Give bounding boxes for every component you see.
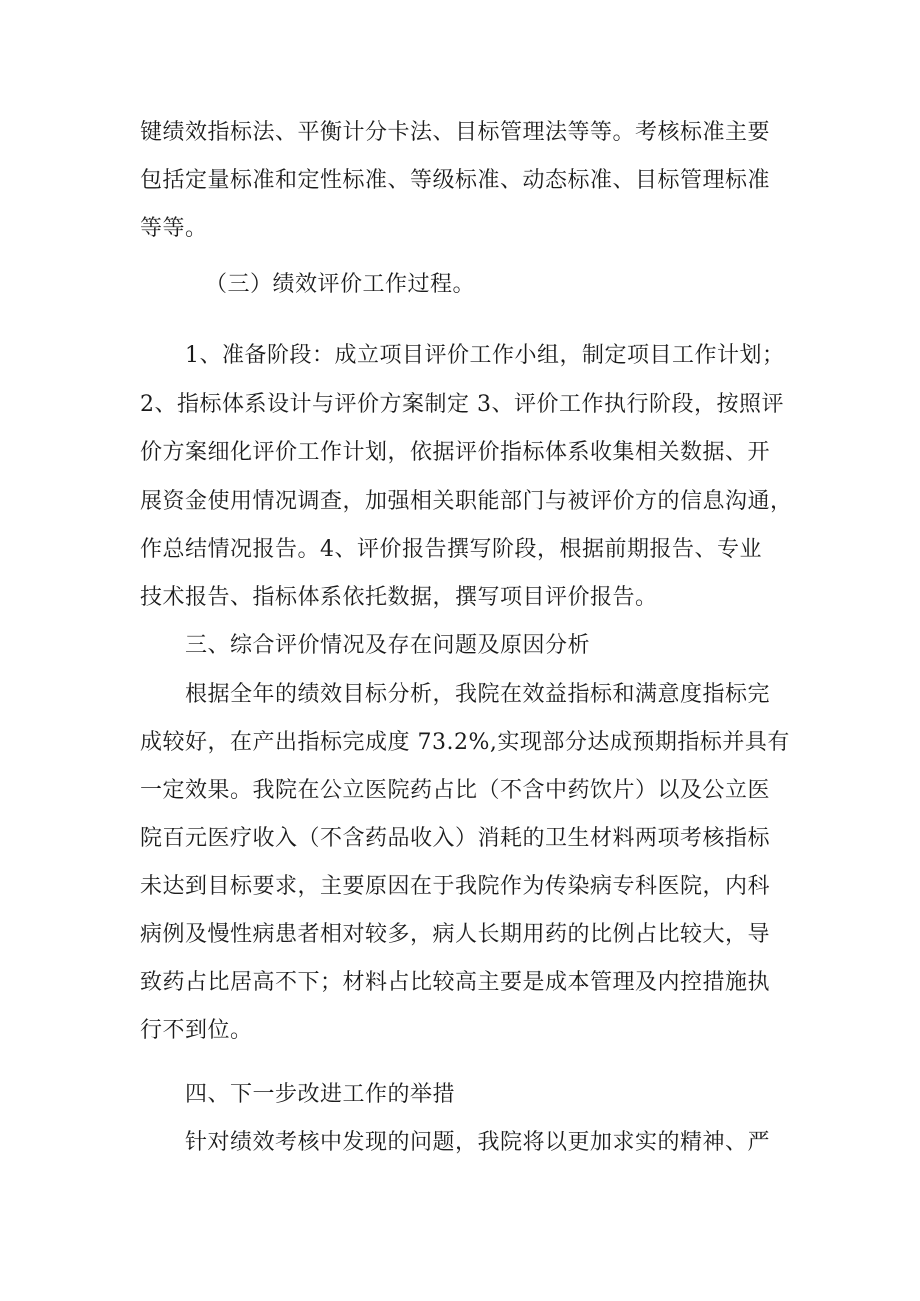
text-line: 键绩效指标法、平衡计分卡法、目标管理法等等。考核标准主要 bbox=[140, 120, 771, 145]
section-heading: 四、下一步改进工作的举措 bbox=[185, 1082, 456, 1107]
text-line: 包括定量标准和定性标准、等级标准、动态标准、目标管理标准 bbox=[140, 168, 771, 193]
text-line: 根据全年的绩效目标分析，我院在效益指标和满意度指标完 bbox=[185, 682, 771, 707]
text-line: 价方案细化评价工作计划，依据评价指标体系收集相关数据、开 bbox=[140, 440, 771, 465]
section-heading: （三）绩效评价工作过程。 bbox=[205, 272, 476, 297]
text-line: 等等。 bbox=[140, 216, 208, 241]
text-line: 病例及慢性病患者相对较多，病人长期用药的比例占比较大，导 bbox=[140, 922, 771, 947]
text-line: 一定效果。我院在公立医院药占比（不含中药饮片）以及公立医 bbox=[140, 778, 771, 803]
text-line: 院百元医疗收入（不含药品收入）消耗的卫生材料两项考核指标 bbox=[140, 826, 771, 851]
text-line: 1、准备阶段：成立项目评价工作小组，制定项目工作计划； bbox=[185, 343, 785, 368]
text-line: 未达到目标要求，主要原因在于我院作为传染病专科医院，内科 bbox=[140, 874, 771, 899]
text-line: 技术报告、指标体系依托数据，撰写项目评价报告。 bbox=[140, 585, 658, 610]
text-line: 行不到位。 bbox=[140, 1018, 253, 1043]
text-line: 针对绩效考核中发现的问题，我院将以更加求实的精神、严 bbox=[185, 1130, 771, 1155]
text-line: 成较好，在产出指标完成度 73.2%,实现部分达成预期指标并具有 bbox=[140, 730, 790, 755]
text-line: 2、指标体系设计与评价方案制定 3、评价工作执行阶段，按照评 bbox=[140, 392, 784, 417]
text-line: 致药占比居高不下；材料占比较高主要是成本管理及内控措施执 bbox=[140, 970, 771, 995]
text-line: 作总结情况报告。4、评价报告撰写阶段，根据前期报告、专业 bbox=[140, 537, 762, 562]
text-line: 展资金使用情况调查，加强相关职能部门与被评价方的信息沟通， bbox=[140, 489, 793, 514]
section-heading: 三、综合评价情况及存在问题及原因分析 bbox=[185, 633, 591, 658]
